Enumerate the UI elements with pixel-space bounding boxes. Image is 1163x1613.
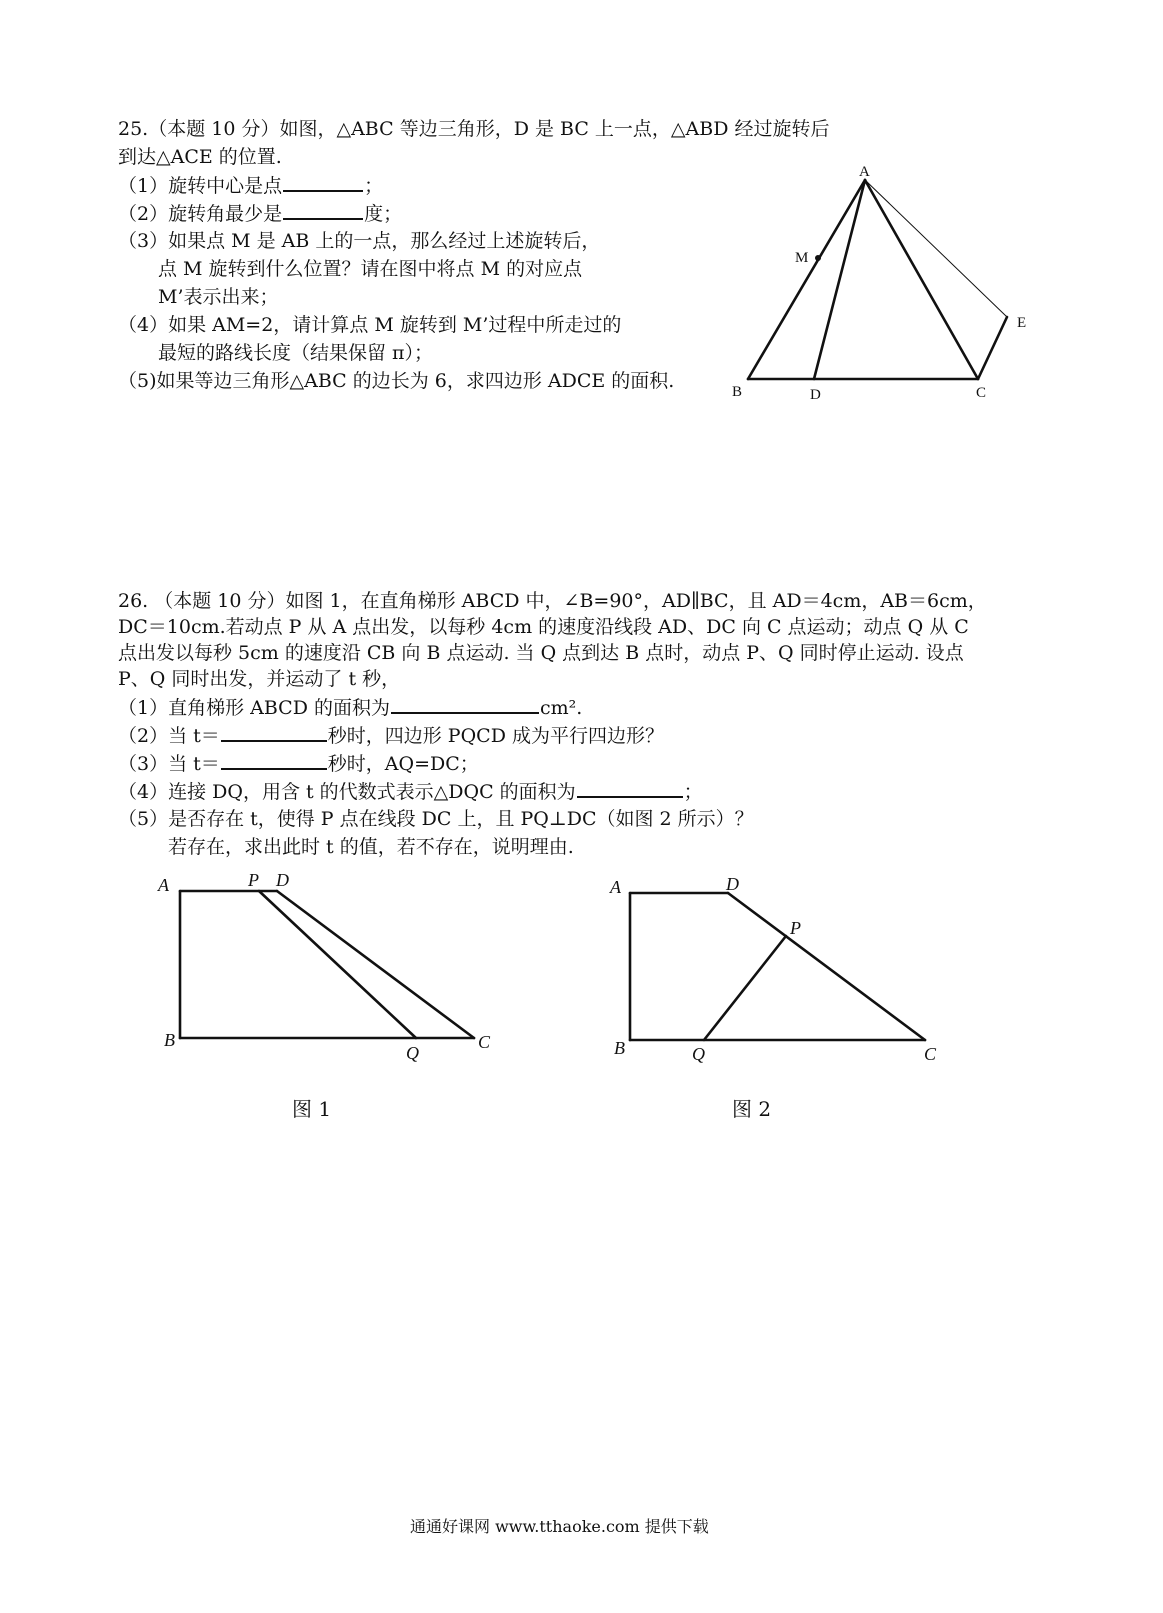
- label-c: C: [976, 385, 987, 401]
- q25-part1-suffix: ；: [364, 175, 384, 197]
- segment-ac: [865, 180, 978, 379]
- fig2-label-c: C: [924, 1044, 937, 1064]
- q25-part1-prompt: （1）旋转中心是点: [118, 175, 283, 197]
- segment-ad: [814, 180, 865, 379]
- q26-part2-suffix: 秒时，四边形 PQCD 成为平行四边形？: [327, 725, 664, 747]
- q25-part2: [118, 200, 402, 227]
- q25-part4-line1: （4）如果 AM=2，请计算点 M 旋转到 M’过程中所走过的: [118, 314, 622, 336]
- q26-figure-1: [150, 866, 510, 1076]
- q26-part4-prompt: （4）连接 DQ，用含 t 的代数式表示△DQC 的面积为: [118, 781, 576, 803]
- q26-part2: [118, 722, 664, 749]
- point-m-dot: [815, 255, 821, 261]
- figure-2-caption: 图 2: [732, 1097, 772, 1121]
- q26-part1: [118, 694, 582, 721]
- segment-ae: [865, 180, 1007, 317]
- q26-part1-answer-blank[interactable]: [391, 694, 539, 714]
- q25-part1: [118, 172, 383, 199]
- fig2-label-p: P: [790, 918, 801, 938]
- label-e: E: [1017, 315, 1027, 331]
- q25-part1-answer-blank[interactable]: [283, 172, 363, 192]
- q25-part2-prompt: （2）旋转角最少是: [118, 203, 283, 225]
- q26-part1-prompt: （1）直角梯形 ABCD 的面积为: [118, 697, 390, 719]
- fig1-label-q: Q: [406, 1043, 419, 1063]
- q25-header-cont: 到达△ACE 的位置.: [118, 146, 282, 168]
- fig1-label-b: B: [164, 1030, 175, 1050]
- fig1-label-a: A: [158, 875, 169, 895]
- q25-part3-line3: M’表示出来；: [158, 286, 279, 308]
- q26-part2-prompt: （2）当 t＝: [118, 725, 220, 747]
- fig1-label-p: P: [248, 870, 259, 890]
- label-b: B: [732, 384, 743, 400]
- fig1-label-d: D: [276, 870, 289, 890]
- q25-triangle-figure: [720, 160, 1050, 410]
- fig2-label-b: B: [614, 1038, 625, 1058]
- label-m: M: [795, 250, 809, 266]
- q26-line3: 点出发以每秒 5cm 的速度沿 CB 向 B 点运动. 当 Q 点到达 B 点时，动点 P、Q 同时停止运动. 设点: [118, 642, 964, 664]
- q26-part1-unit: cm².: [539, 697, 583, 719]
- fig2-label-q: Q: [692, 1044, 705, 1064]
- q26-part4: [118, 778, 703, 805]
- page-footer: 通通好课网 www.tthaoke.com 提供下载: [410, 1517, 709, 1536]
- q26-header: 26. （本题 10 分）如图 1，在直角梯形 ABCD 中，∠B=90°，AD∥BC，且 AD＝4cm，AB＝6cm，: [118, 590, 987, 612]
- figure-1-caption: 图 1: [292, 1097, 332, 1121]
- fig1-label-c: C: [478, 1032, 491, 1052]
- fig2-label-a: A: [610, 877, 621, 897]
- q26-part5-line1: （5）是否存在 t，使得 P 点在线段 DC 上，且 PQ⊥DC（如图 2 所示）？: [118, 808, 754, 830]
- q26-part2-answer-blank[interactable]: [221, 722, 327, 742]
- q25-part5: （5)如果等边三角形△ABC 的边长为 6，求四边形 ADCE 的面积.: [118, 370, 675, 392]
- q26-part4-suffix: ；: [683, 781, 703, 803]
- q25-part4-line2: 最短的路线长度（结果保留 π）；: [158, 342, 434, 364]
- q26-part3: [118, 750, 479, 777]
- fig2-label-d: D: [726, 874, 739, 894]
- label-d: D: [810, 387, 821, 403]
- q25-header: 25.（本题 10 分）如图，△ABC 等边三角形，D 是 BC 上一点，△ABD 经过旋转后: [118, 118, 830, 140]
- segment-ab: [748, 180, 865, 379]
- q26-part3-prompt: （3）当 t＝: [118, 753, 220, 775]
- segment-ce: [978, 317, 1007, 379]
- q25-part2-answer-blank[interactable]: [283, 200, 363, 220]
- q26-part5-line2: 若存在，求出此时 t 的值，若不存在，说明理由.: [168, 836, 574, 858]
- q26-part3-suffix: 秒时，AQ=DC；: [327, 753, 479, 775]
- label-a: A: [859, 164, 870, 180]
- q26-figure-2: [600, 866, 960, 1076]
- fig1-segment-dc: [277, 891, 474, 1038]
- q26-line2: DC＝10cm.若动点 P 从 A 点出发，以每秒 4cm 的速度沿线段 AD、DC 向 C 点运动；动点 Q 从 C: [118, 616, 969, 638]
- q25-part2-suffix: 度；: [364, 203, 403, 225]
- q25-part3-line1: （3）如果点 M 是 AB 上的一点，那么经过上述旋转后，: [118, 230, 601, 252]
- q25-part3-line2: 点 M 旋转到什么位置？请在图中将点 M 的对应点: [158, 258, 583, 280]
- fig2-segment-pq: [704, 936, 786, 1040]
- fig1-segment-pq: [259, 891, 416, 1038]
- fig2-segment-dc: [728, 893, 925, 1040]
- q26-part3-answer-blank[interactable]: [221, 750, 327, 770]
- q26-line4: P、Q 同时出发，并运动了 t 秒，: [118, 668, 401, 690]
- q26-part4-answer-blank[interactable]: [577, 778, 683, 798]
